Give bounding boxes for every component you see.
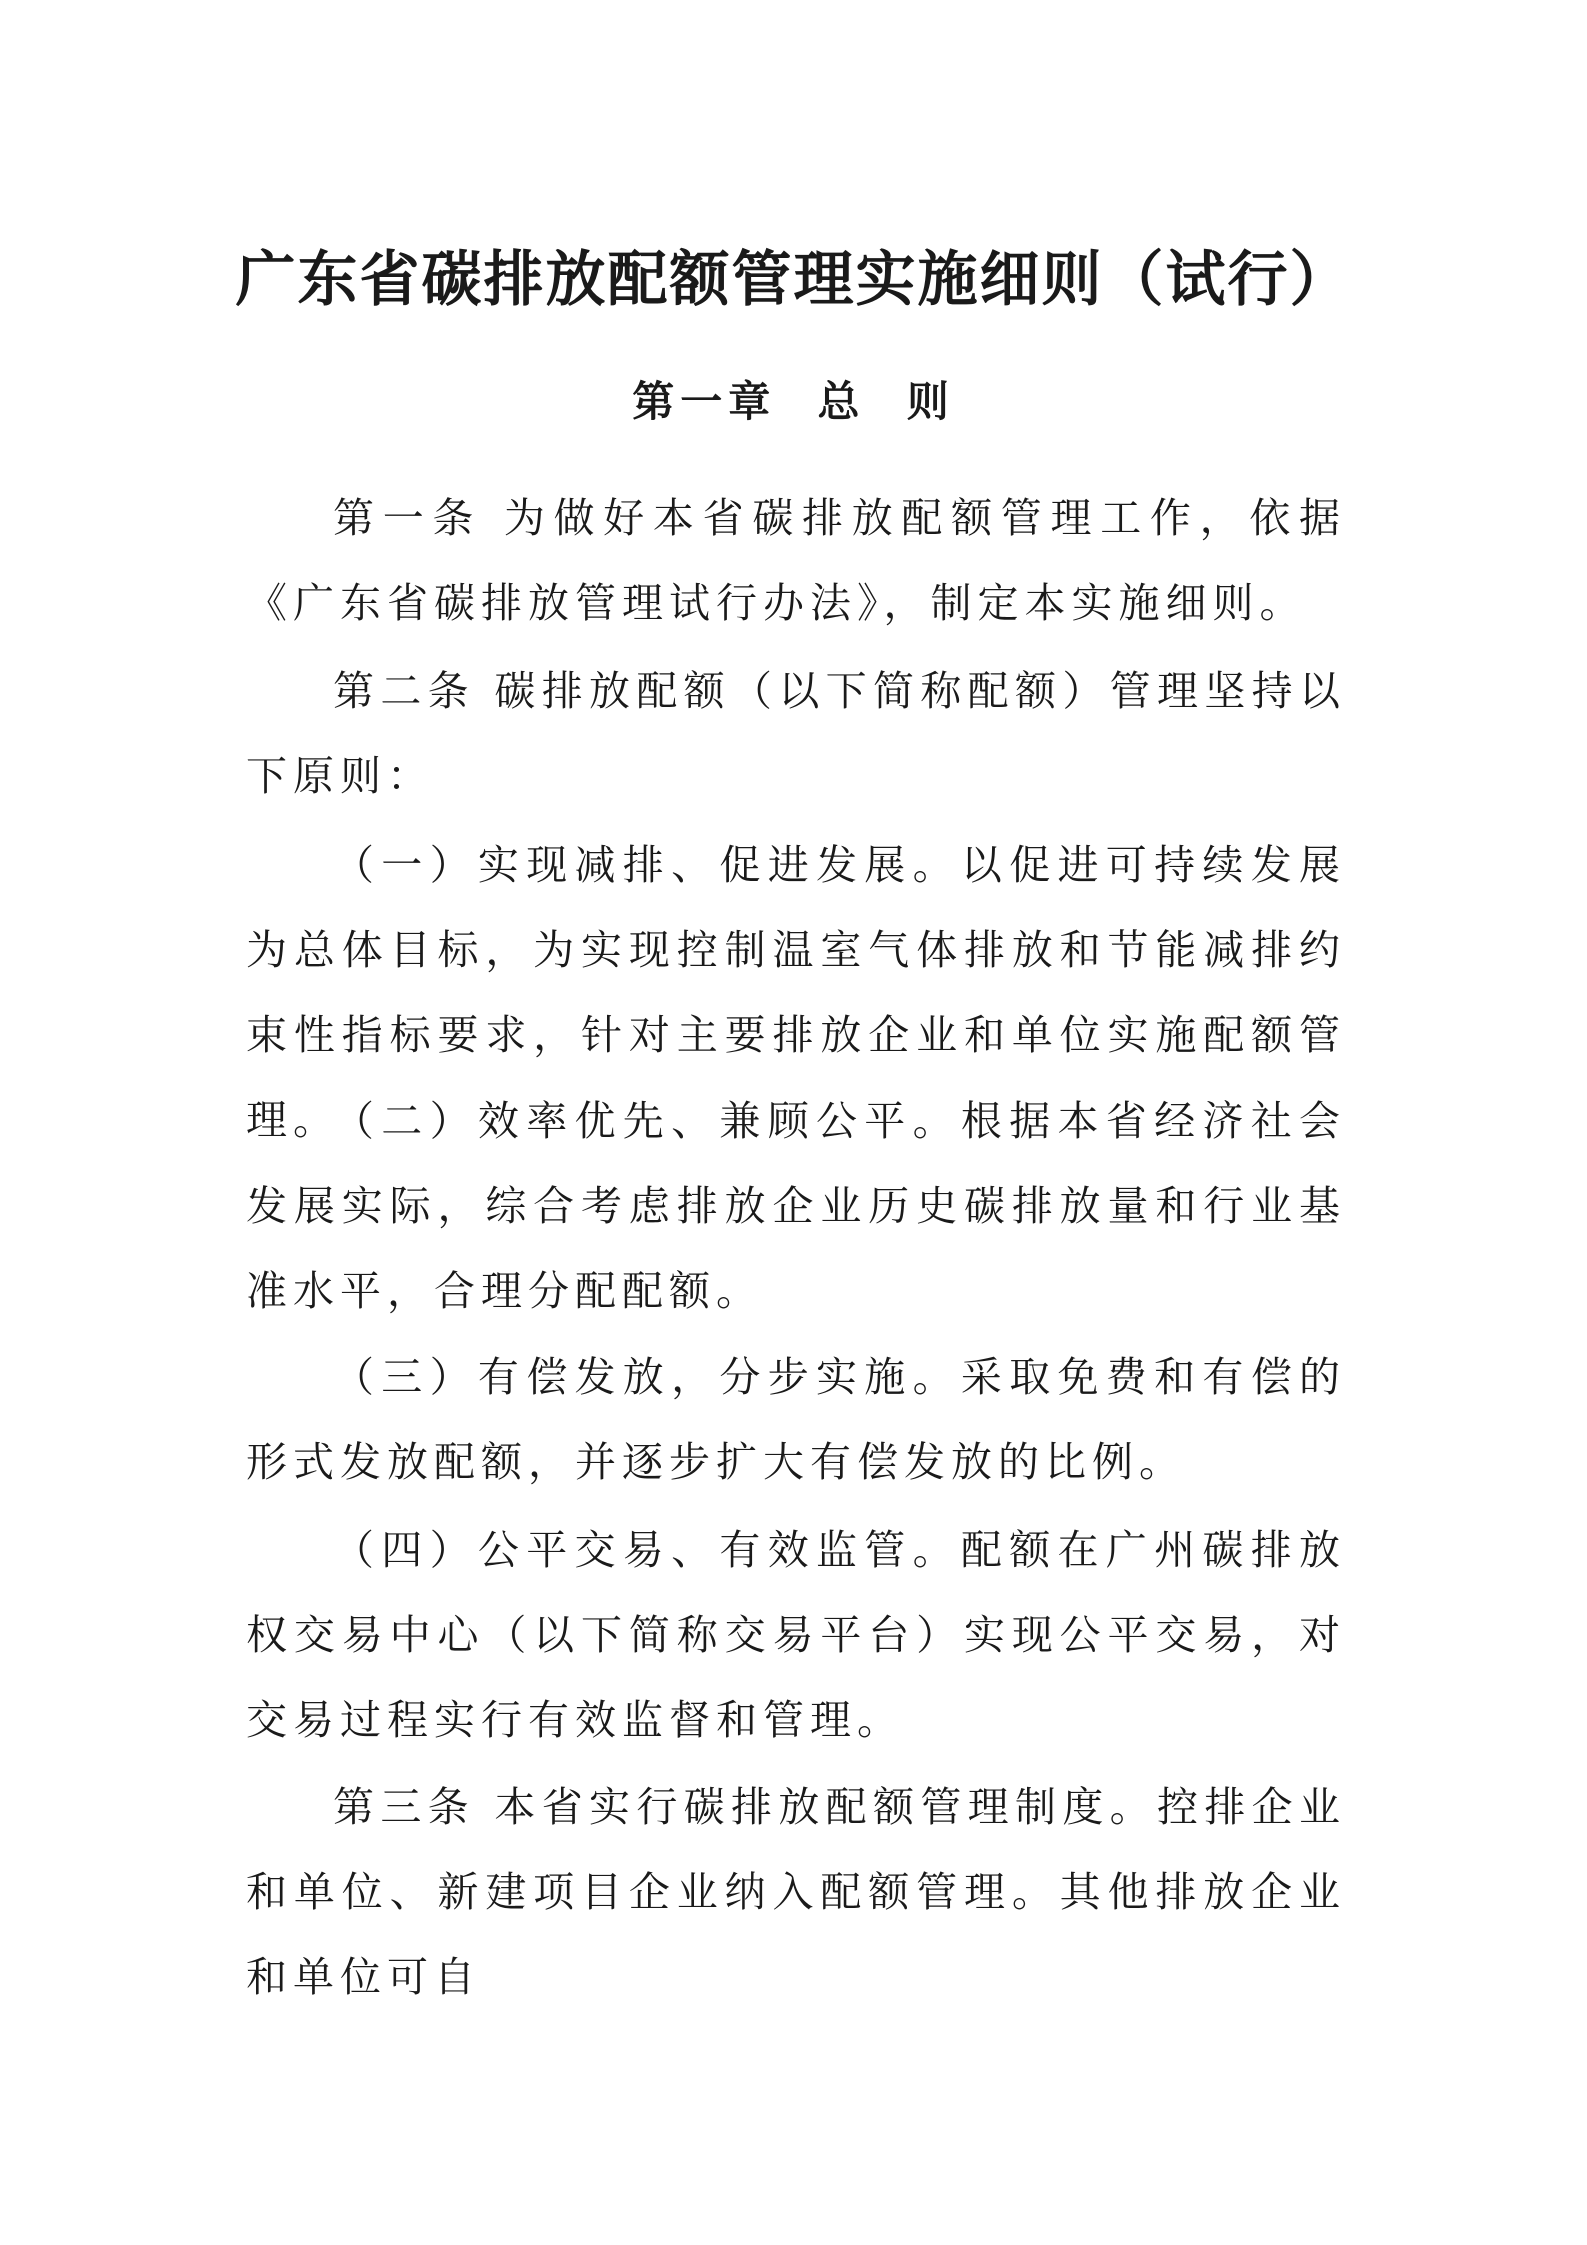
document-title: 广东省碳排放配额管理实施细则（试行） [235,245,1352,315]
article-3-paragraph: 第三条 本省实行碳排放配额管理制度。控排企业和单位、新建项目企业纳入配额管理。其他排放企业和单位可自 [246,1783,1346,2001]
principle-2-paragraph: （二）效率优先、兼顾公平。根据本省经济社会发展实际，综合考虑排放企业历史碳排放量和行业基准水平，合理分配配额。 [246,1097,1346,1315]
principle-4-paragraph: （四）公平交易、有效监管。配额在广州碳排放权交易中心（以下简称交易平台）实现公平交易，对交易过程实行有效监督和管理。 [246,1526,1346,1744]
article-2-paragraph: 第二条 碳排放配额（以下简称配额）管理坚持以下原则： [246,667,1346,800]
principle-1-paragraph: （一）实现减排、促进发展。以促进可持续发展为总体目标，为实现控制温室气体排放和节能减排约束性指标要求，针对主要排放企业和单位实施配额管理。 [246,841,1346,1144]
article-1-paragraph: 第一条 为做好本省碳排放配额管理工作，依据《广东省碳排放管理试行办法》，制定本实施细则。 [246,494,1346,627]
principle-3-paragraph: （三）有偿发放，分步实施。采取免费和有偿的形式发放配额，并逐步扩大有偿发放的比例。 [246,1353,1346,1486]
chapter-title: 第一章 总 则 [632,377,955,426]
